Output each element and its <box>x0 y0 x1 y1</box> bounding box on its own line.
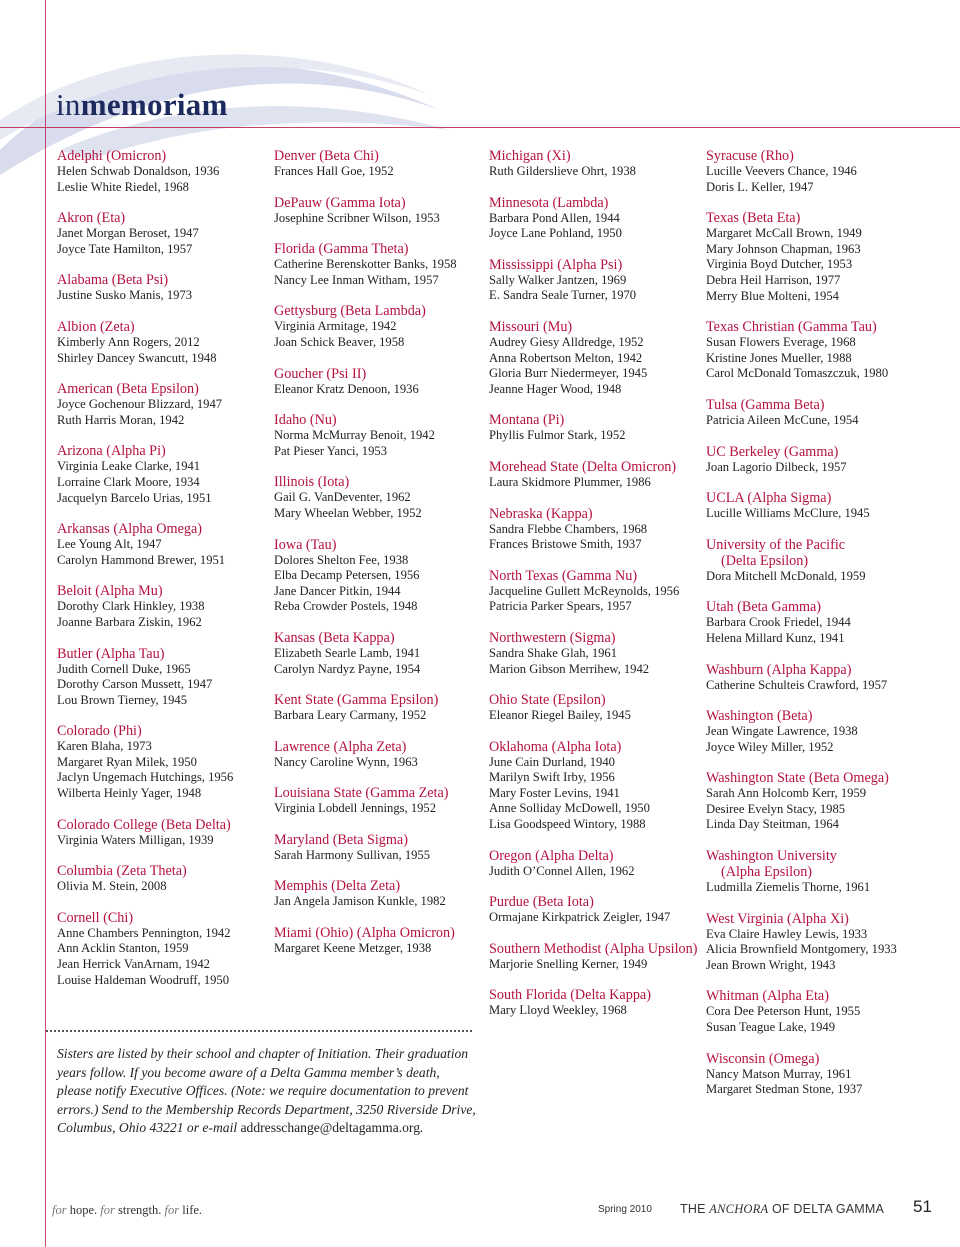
chapter-name: Texas (Beta Eta) <box>706 210 801 227</box>
member-entry: Margaret Keene Metzger, 1938 <box>274 941 432 956</box>
member-entry: Linda Day Steitman, 1964 <box>706 817 839 832</box>
chapter-name: Morehead State (Delta Omicron) <box>489 458 677 475</box>
member-entry: Mary Foster Levins, 1941 <box>489 785 620 800</box>
member-entry: Anna Robertson Melton, 1942 <box>489 350 643 365</box>
member-entry: June Cain Durland, 1940 <box>489 754 615 769</box>
chapter-block <box>489 148 701 180</box>
member-entry: Phyllis Fulmor Stark, 1952 <box>489 428 626 443</box>
member-entry: Lee Young Alt, 1947 <box>57 537 162 552</box>
member-entry: Ludmilla Ziemelis Thorne, 1961 <box>706 880 871 895</box>
chapter-block <box>274 878 486 910</box>
page-number: 51 <box>913 1197 932 1216</box>
magazine-name: THE ANCHORA OF DELTA GAMMA <box>680 1202 885 1216</box>
chapter-block <box>706 490 918 522</box>
member-entry: Barbara Pond Allen, 1944 <box>489 210 620 225</box>
member-entry: Mary Wheelan Webber, 1952 <box>274 505 422 520</box>
chapter-block <box>274 366 486 398</box>
member-entry: Jacqueline Gullett McReynolds, 1956 <box>489 583 680 598</box>
chapter-block <box>489 941 701 973</box>
column-3 <box>489 148 701 1034</box>
chapter-name: Texas Christian (Gamma Tau) <box>706 319 877 336</box>
member-entry: Dolores Shelton Fee, 1938 <box>274 552 409 567</box>
member-entry: Eleanor Riegel Bailey, 1945 <box>489 708 631 723</box>
chapter-block <box>57 210 269 257</box>
chapter-name: Montana (Pi) <box>489 412 565 429</box>
member-entry: Nancy Lee Inman Witham, 1957 <box>274 272 439 287</box>
chapter-block <box>706 599 918 646</box>
chapter-block <box>706 911 918 974</box>
member-entry: Jean Brown Wright, 1943 <box>706 957 836 972</box>
member-entry: Margaret McCall Brown, 1949 <box>706 226 862 241</box>
member-entry: Catherine Berenskotter Banks, 1958 <box>274 257 457 272</box>
chapter-name: Washington (Beta) <box>706 708 813 725</box>
chapter-name: Purdue (Beta Iota) <box>489 894 594 911</box>
member-entry: Joanne Barbara Ziskin, 1962 <box>57 614 202 629</box>
chapter-name: Whitman (Alpha Eta) <box>706 988 829 1005</box>
chapter-name: Illinois (Iota) <box>274 474 350 491</box>
chapter-name: Washburn (Alpha Kappa) <box>706 661 852 678</box>
chapter-block <box>274 630 486 677</box>
column-4 <box>706 148 918 1113</box>
chapter-name: Adelphi (Omicron) <box>57 148 167 164</box>
member-entry: Ormajane Kirkpatrick Zeigler, 1947 <box>489 910 671 925</box>
member-entry: Reba Crowder Postels, 1948 <box>274 599 418 614</box>
issue-date: Spring 2010 <box>598 1204 652 1215</box>
chapter-name: Maryland (Beta Sigma) <box>274 831 408 848</box>
chapter-name: Cornell (Chi) <box>57 909 134 926</box>
member-entry: Marjorie Snelling Kerner, 1949 <box>489 956 648 971</box>
member-entry: Jaclyn Ungemach Hutchings, 1956 <box>57 770 234 785</box>
member-entry: Barbara Crook Friedel, 1944 <box>706 615 851 630</box>
member-entry: Mary Johnson Chapman, 1963 <box>706 241 861 256</box>
member-entry: Dora Mitchell McDonald, 1959 <box>706 568 866 583</box>
member-entry: Helen Schwab Donaldson, 1936 <box>57 164 220 178</box>
member-entry: Josephine Scribner Wilson, 1953 <box>274 210 440 225</box>
member-entry: Karen Blaha, 1973 <box>57 739 152 754</box>
chapter-name: Idaho (Nu) <box>274 412 337 429</box>
member-entry: Lou Brown Tierney, 1945 <box>57 692 188 707</box>
chapter-block <box>274 785 486 817</box>
chapter-block <box>489 195 701 242</box>
member-entry: Marilyn Swift Irby, 1956 <box>489 770 615 785</box>
member-entry: Dorothy Carson Mussett, 1947 <box>57 677 213 692</box>
chapter-block <box>57 319 269 366</box>
member-entry: Jacquelyn Barcelo Urias, 1951 <box>57 490 212 505</box>
chapter-block <box>274 925 486 957</box>
member-entry: Sally Walker Jantzen, 1969 <box>489 272 627 287</box>
chapter-block <box>274 739 486 771</box>
chapter-name: Ohio State (Epsilon) <box>489 692 606 709</box>
chapter-name: Colorado College (Beta Delta) <box>57 816 231 833</box>
member-entry: Doris L. Keller, 1947 <box>706 179 814 194</box>
page-title: inmemoriam <box>56 87 228 122</box>
member-entry: Lucille Veevers Chance, 1946 <box>706 164 857 178</box>
member-entry: Ruth Harris Moran, 1942 <box>57 412 185 427</box>
member-entry: Eva Claire Hawley Lewis, 1933 <box>706 926 868 941</box>
member-entry: Barbara Leary Carmany, 1952 <box>274 708 427 723</box>
member-entry: Janet Morgan Beroset, 1947 <box>57 226 199 241</box>
chapter-block <box>57 817 269 849</box>
member-entry: Virginia Lobdell Jennings, 1952 <box>274 801 437 816</box>
chapter-name: Nebraska (Kappa) <box>489 505 593 522</box>
member-entry: Margaret Stedman Stone, 1937 <box>706 1082 863 1097</box>
chapter-name: Iowa (Tau) <box>274 536 337 553</box>
chapter-name: Washington University (Alpha Epsilon) <box>706 848 837 881</box>
chapter-name: Albion (Zeta) <box>57 318 135 335</box>
member-entry: Lisa Goodspeed Wintory, 1988 <box>489 817 646 832</box>
chapter-block <box>57 646 269 709</box>
member-entry: Anne Chambers Pennington, 1942 <box>57 925 231 940</box>
member-entry: Shirley Dancey Swancutt, 1948 <box>57 350 217 365</box>
member-entry: Virginia Waters Milligan, 1939 <box>57 832 214 847</box>
chapter-block <box>274 241 486 288</box>
column-1 <box>57 148 269 1003</box>
member-entry: Susan Teague Lake, 1949 <box>706 1020 835 1035</box>
chapter-name: Lawrence (Alpha Zeta) <box>274 738 407 755</box>
chapter-name: Florida (Gamma Theta) <box>274 241 409 258</box>
member-entry: Susan Flowers Everage, 1968 <box>706 335 856 350</box>
chapter-name: Denver (Beta Chi) <box>274 148 379 164</box>
member-entry: Marion Gibson Merrihew, 1942 <box>489 661 650 676</box>
member-entry: Lucille Williams McClure, 1945 <box>706 506 870 521</box>
member-entry: Sandra Shake Glah, 1961 <box>489 645 618 660</box>
member-entry: Frances Hall Goe, 1952 <box>274 164 394 178</box>
member-entry: Audrey Giesy Alldredge, 1952 <box>489 334 644 349</box>
member-entry: Norma McMurray Benoit, 1942 <box>274 428 435 443</box>
member-entry: Sandra Flebbe Chambers, 1968 <box>489 521 648 536</box>
member-entry: Joyce Wiley Miller, 1952 <box>706 739 834 754</box>
member-entry: Margaret Ryan Milek, 1950 <box>57 754 197 769</box>
chapter-name: Akron (Eta) <box>57 210 126 227</box>
member-entry: Judith Cornell Duke, 1965 <box>57 661 191 676</box>
member-entry: Debra Heil Harrison, 1977 <box>706 272 841 287</box>
chapter-block <box>57 148 269 195</box>
chapter-block <box>489 568 701 615</box>
chapter-block <box>489 506 701 553</box>
chapter-block <box>57 443 269 506</box>
chapter-name: Missouri (Mu) <box>489 318 573 335</box>
member-entry: Jean Wingate Lawrence, 1938 <box>706 724 858 739</box>
chapter-block <box>489 987 701 1019</box>
chapter-block <box>706 662 918 694</box>
chapter-name: Utah (Beta Gamma) <box>706 599 822 616</box>
email-link[interactable]: addresschange@deltagamma.org <box>240 1120 420 1135</box>
chapter-name: Oklahoma (Alpha Iota) <box>489 738 622 755</box>
chapter-block <box>274 832 486 864</box>
member-entry: Wilberta Heinly Yager, 1948 <box>57 786 202 801</box>
chapter-block <box>489 692 701 724</box>
member-entry: Joan Schick Beaver, 1958 <box>274 334 405 349</box>
member-entry: Dorothy Clark Hinkley, 1938 <box>57 599 205 614</box>
chapter-block <box>274 412 486 459</box>
member-entry: Olivia M. Stein, 2008 <box>57 879 167 894</box>
chapter-block <box>57 863 269 895</box>
chapter-block <box>706 848 918 896</box>
chapter-block <box>706 770 918 833</box>
member-entry: Merry Blue Molteni, 1954 <box>706 288 839 303</box>
chapter-name: Beloit (Alpha Mu) <box>57 583 163 600</box>
chapter-block <box>274 148 486 180</box>
chapter-name: Tulsa (Gamma Beta) <box>706 396 825 413</box>
member-entry: Virginia Boyd Dutcher, 1953 <box>706 257 853 272</box>
chapter-name: Kansas (Beta Kappa) <box>274 629 395 646</box>
member-entry: Patricia Aileen McCune, 1954 <box>706 412 859 427</box>
member-entry: Sarah Harmony Sullivan, 1955 <box>274 847 431 862</box>
member-entry: Cora Dee Peterson Hunt, 1955 <box>706 1004 861 1019</box>
member-entry: Nancy Caroline Wynn, 1963 <box>274 754 418 769</box>
chapter-block <box>706 397 918 429</box>
member-entry: Pat Pieser Yanci, 1953 <box>274 443 387 458</box>
member-entry: Laura Skidmore Plummer, 1986 <box>489 474 651 489</box>
chapter-block <box>489 257 701 304</box>
member-entry: Carol McDonald Tomaszczuk, 1980 <box>706 366 889 381</box>
member-entry: Desiree Evelyn Stacy, 1985 <box>706 801 846 816</box>
note-divider <box>46 1030 472 1032</box>
member-entry: Catherine Schulteis Crawford, 1957 <box>706 677 888 692</box>
member-entry: Joyce Lane Pohland, 1950 <box>489 226 622 241</box>
member-entry: Alicia Brownfield Montgomery, 1933 <box>706 942 897 957</box>
member-entry: Sarah Ann Holcomb Kerr, 1959 <box>706 786 867 801</box>
chapter-name: Memphis (Delta Zeta) <box>274 878 401 895</box>
chapter-block <box>489 319 701 397</box>
member-entry: E. Sandra Seale Turner, 1970 <box>489 288 637 303</box>
chapter-block <box>706 319 918 382</box>
chapter-name: Miami (Ohio) (Alpha Omicron) <box>274 925 455 942</box>
chapter-block <box>489 412 701 444</box>
member-entry: Lorraine Clark Moore, 1934 <box>57 474 200 489</box>
member-entry: Gloria Burr Niedermeyer, 1945 <box>489 366 648 381</box>
member-entry: Jane Dancer Pitkin, 1944 <box>274 583 401 598</box>
chapter-block <box>706 210 918 304</box>
member-entry: Anne Solliday McDowell, 1950 <box>489 801 650 816</box>
chapter-name: DePauw (Gamma Iota) <box>274 194 406 211</box>
member-entry: Carolyn Hammond Brewer, 1951 <box>57 552 226 567</box>
member-entry: Patricia Parker Spears, 1957 <box>489 599 632 614</box>
membership-note: Sisters are listed by their school and chapter of Initiation. Their graduation years follow. If you become aware of a Delta Gamma member’s death, please notify Executive Offices. (Note: we require documentation to prevent errors.) Send to the Membership Records Department, 3250 Riverside Drive, Columbus, Ohio 43221 or e-mail addresschange@deltagamma.org. <box>57 1046 476 1135</box>
member-entry: Judith O’Connel Allen, 1962 <box>489 863 635 878</box>
margin-rule-vertical <box>45 0 46 1247</box>
chapter-name: Butler (Alpha Tau) <box>57 645 165 662</box>
member-entry: Eleanor Kratz Denoon, 1936 <box>274 381 419 396</box>
member-entry: Elba Decamp Petersen, 1956 <box>274 568 420 583</box>
chapter-block <box>706 537 918 585</box>
chapter-name: University of the Pacific (Delta Epsilon) <box>706 536 846 569</box>
chapter-block <box>274 692 486 724</box>
member-entry: Frances Bristowe Smith, 1937 <box>489 537 642 552</box>
chapter-block <box>57 272 269 304</box>
chapter-name: Southern Methodist (Alpha Upsilon) <box>489 940 698 957</box>
chapter-name: North Texas (Gamma Nu) <box>489 567 638 584</box>
chapter-name: Washington State (Beta Omega) <box>706 770 889 787</box>
column-2 <box>274 148 486 972</box>
member-entry: Virginia Armitage, 1942 <box>274 319 397 334</box>
chapter-block <box>57 381 269 428</box>
chapter-block <box>57 910 269 988</box>
member-entry: Jean Herrick VanArnam, 1942 <box>57 957 210 972</box>
member-entry: Jan Angela Jamison Kunkle, 1982 <box>274 894 446 909</box>
chapter-block <box>274 195 486 227</box>
chapter-block <box>706 1051 918 1098</box>
chapter-block <box>489 459 701 491</box>
chapter-name: American (Beta Epsilon) <box>57 381 199 398</box>
chapter-block <box>706 988 918 1035</box>
chapter-block <box>706 708 918 755</box>
member-entry: Ann Acklin Stanton, 1959 <box>57 941 189 956</box>
chapter-block <box>489 630 701 677</box>
member-entry: Mary Lloyd Weekley, 1968 <box>489 1003 627 1018</box>
member-entry: Justine Susko Manis, 1973 <box>57 288 193 303</box>
chapter-block <box>706 148 918 195</box>
chapter-block <box>489 894 701 926</box>
note-text: Sisters are listed by their school and chapter of Initiation. Their graduation years follow. If you become aware of a Delta Gamma member’s death, please notify Executive Offices. (Note: we require documentation to prevent errors.) Send to the Membership Records Department, 3250 Riverside Drive, Columbus, Ohio 43221 or e-mail <box>57 1046 476 1135</box>
chapter-name: Alabama (Beta Psi) <box>57 272 169 289</box>
tagline: for hope. for strength. for life. <box>52 1203 203 1217</box>
chapter-block <box>706 444 918 476</box>
member-entry: Kimberly Ann Rogers, 2012 <box>57 334 200 349</box>
chapter-name: Oregon (Alpha Delta) <box>489 847 614 864</box>
chapter-name: Mississippi (Alpha Psi) <box>489 256 623 273</box>
member-entry: Elizabeth Searle Lamb, 1941 <box>274 645 421 660</box>
member-entry: Kristine Jones Mueller, 1988 <box>706 350 852 365</box>
member-entry: Jeanne Hager Wood, 1948 <box>489 381 622 396</box>
member-entry: Joyce Gochenour Blizzard, 1947 <box>57 397 223 412</box>
chapter-name: Arkansas (Alpha Omega) <box>57 521 202 538</box>
member-entry: Gail G. VanDeventer, 1962 <box>274 490 411 505</box>
chapter-block <box>274 537 486 615</box>
chapter-name: Columbia (Zeta Theta) <box>57 863 187 880</box>
chapter-block <box>489 848 701 880</box>
chapter-block <box>57 723 269 801</box>
chapter-name: UCLA (Alpha Sigma) <box>706 490 832 507</box>
chapter-name: Colorado (Phi) <box>57 723 142 740</box>
chapter-name: UC Berkeley (Gamma) <box>706 443 839 460</box>
chapter-block <box>489 739 701 833</box>
chapter-name: West Virginia (Alpha Xi) <box>706 910 849 927</box>
chapter-name: Louisiana State (Gamma Zeta) <box>274 785 449 802</box>
member-entry: Louise Haldeman Woodruff, 1950 <box>57 972 230 987</box>
header-rule <box>0 127 960 128</box>
chapter-name: South Florida (Delta Kappa) <box>489 987 651 1004</box>
chapter-name: Syracuse (Rho) <box>706 148 794 164</box>
chapter-name: Kent State (Gamma Epsilon) <box>274 692 439 709</box>
member-entry: Ruth Gilderslieve Ohrt, 1938 <box>489 164 636 178</box>
chapter-name: Goucher (Psi II) <box>274 365 367 382</box>
chapter-name: Wisconsin (Omega) <box>706 1050 820 1067</box>
chapter-name: Minnesota (Lambda) <box>489 194 609 211</box>
chapter-name: Gettysburg (Beta Lambda) <box>274 303 426 320</box>
member-entry: Carolyn Nardyz Payne, 1954 <box>274 661 421 676</box>
member-entry: Helena Millard Kunz, 1941 <box>706 630 845 645</box>
chapter-name: Northwestern (Sigma) <box>489 629 616 646</box>
member-entry: Joyce Tate Hamilton, 1957 <box>57 241 193 256</box>
chapter-name: Michigan (Xi) <box>489 148 571 164</box>
member-entry: Virginia Leake Clarke, 1941 <box>57 459 201 474</box>
chapter-block <box>57 521 269 568</box>
member-entry: Joan Lagorio Dilbeck, 1957 <box>706 459 847 474</box>
chapter-block <box>274 474 486 521</box>
member-entry: Leslie White Riedel, 1968 <box>57 179 189 194</box>
chapter-name: Arizona (Alpha Pi) <box>57 443 166 460</box>
chapter-block <box>274 303 486 350</box>
chapter-block <box>57 583 269 630</box>
member-entry: Nancy Matson Murray, 1961 <box>706 1066 852 1081</box>
